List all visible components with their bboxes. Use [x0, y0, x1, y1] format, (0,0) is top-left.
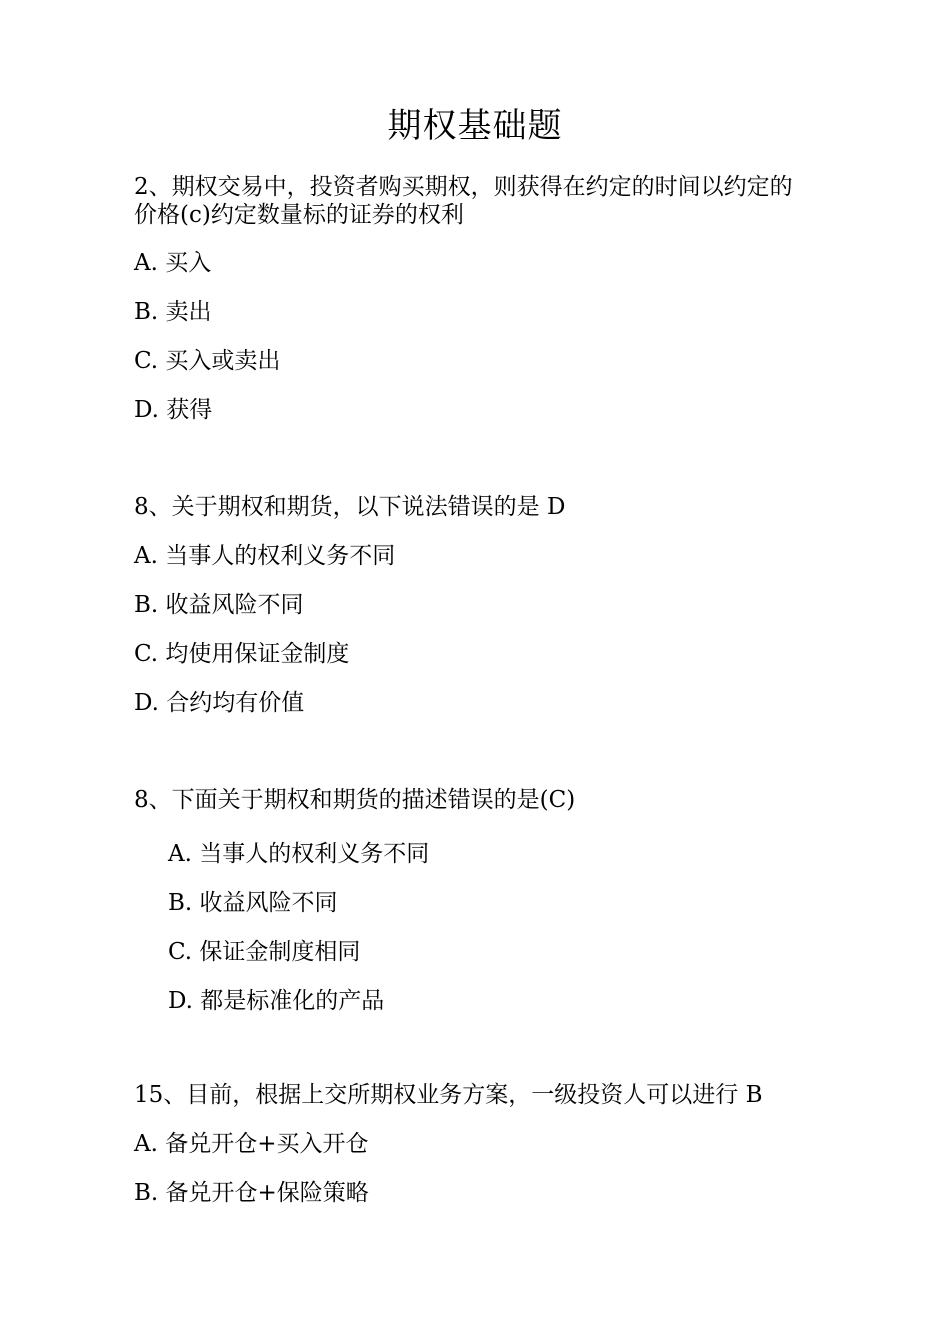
- question-1-stem-line-1: 2、期权交易中，投资者购买期权，则获得在约定的时间以约定的: [134, 174, 793, 200]
- question-3-option-b: B. 收益风险不同: [168, 890, 338, 916]
- question-4-option-b: B. 备兑开仓+保险策略: [134, 1180, 369, 1206]
- question-3-option-a: A. 当事人的权利义务不同: [168, 841, 430, 867]
- page-title: 期权基础题: [387, 106, 563, 146]
- question-1-option-d: D. 获得: [134, 397, 213, 423]
- question-1-option-a: A. 买入: [134, 250, 212, 276]
- question-4-stem-line-1: 15、目前，根据上交所期权业务方案，一级投资人可以进行 B: [134, 1082, 763, 1108]
- question-2-option-a: A. 当事人的权利义务不同: [134, 543, 396, 569]
- question-1-stem-line-2: 价格(c)约定数量标的证券的权利: [134, 202, 464, 228]
- question-3-stem-line-1: 8、下面关于期权和期货的描述错误的是(C): [134, 787, 576, 813]
- question-3-option-d: D. 都是标准化的产品: [168, 988, 385, 1014]
- question-4-option-a: A. 备兑开仓+买入开仓: [134, 1131, 369, 1157]
- question-2-option-b: B. 收益风险不同: [134, 592, 304, 618]
- question-2-stem-line-1: 8、关于期权和期货，以下说法错误的是 D: [134, 494, 566, 520]
- question-2-option-c: C. 均使用保证金制度: [134, 641, 350, 667]
- question-1-option-b: B. 卖出: [134, 299, 212, 325]
- question-3-option-c: C. 保证金制度相同: [168, 939, 361, 965]
- question-1-option-c: C. 买入或卖出: [134, 348, 281, 374]
- question-2-option-d: D. 合约均有价值: [134, 690, 305, 716]
